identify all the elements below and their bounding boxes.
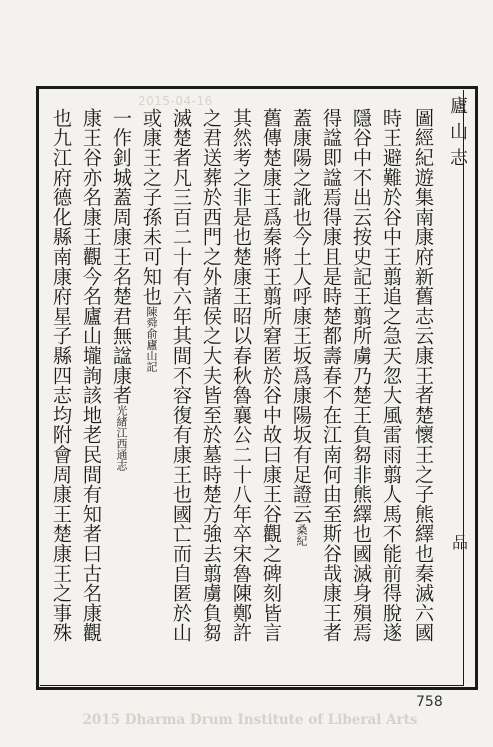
text-column: [380, 108, 402, 643]
text-column: [350, 108, 372, 643]
column-text: 之君送葬於西門之外諸侯之大夫皆至於墓時楚方強去翦虜負芻: [200, 108, 223, 643]
column-text: 蓋康陽之訛也今土人呼康王坂爲康陽坂有足證云: [290, 108, 313, 524]
source-annotation: 光緒江西通志: [115, 405, 128, 471]
text-column: [170, 108, 192, 643]
page-number: 758: [416, 694, 443, 710]
column-text: 舊傳楚康王爲秦將王翦所窘匿於谷中故曰康王谷觀之碑刻皆言: [260, 108, 283, 643]
source-annotation: 桑紀: [295, 523, 308, 546]
text-column: [110, 108, 132, 471]
margin-page-marker: 品: [452, 533, 469, 552]
text-column: [320, 108, 342, 643]
column-text: 其然考之非是也楚康王昭以春秋魯襄公二十八年卒宋魯陳鄭許: [230, 108, 253, 643]
column-text: 一作釗城蓋周康王名楚君無諡康者: [110, 108, 133, 405]
margin-book-title: 廬山志: [447, 96, 468, 174]
source-annotation: 陳舜俞廬山記: [145, 306, 158, 372]
column-text: 也九江府德化縣南康府星子縣四志均附會周康王楚康王之事殊: [50, 108, 73, 643]
text-column: [200, 108, 222, 643]
column-text: 時王避難於谷中王翦追之急天忽大風雷雨翦人馬不能前得脫遂: [380, 108, 403, 643]
text-column: [290, 108, 312, 546]
text-column: [140, 108, 162, 372]
watermark: 2015 Dharma Drum Institute of Liberal Arts: [82, 712, 418, 728]
column-text: 康王谷亦名康王觀今名廬山壠詢該地老民間有知者曰古名康觀: [80, 108, 103, 643]
column-text: 滅楚者凡三百二十有六年其間不容復有康王也國亡而自匿於山: [170, 108, 193, 643]
column-text: 或康王之子孫未可知也: [140, 108, 163, 306]
text-column: [50, 108, 72, 643]
column-text: 隱谷中不出云按史記王翦所虜乃楚王負芻非熊繹也國滅身殞焉: [350, 108, 373, 643]
date-stamp: 2015-04-16: [138, 94, 213, 108]
text-column: [412, 108, 434, 643]
text-column: [80, 108, 102, 643]
text-column: [260, 108, 282, 643]
text-column: [230, 108, 252, 643]
column-text: 得諡即諡焉得康且是時楚都壽春不在江南何由至斯谷哉康王者: [320, 108, 343, 643]
column-text: 圖經紀遊集南康府新舊志云康王者楚懷王之子熊繹也秦滅六國: [412, 108, 435, 643]
